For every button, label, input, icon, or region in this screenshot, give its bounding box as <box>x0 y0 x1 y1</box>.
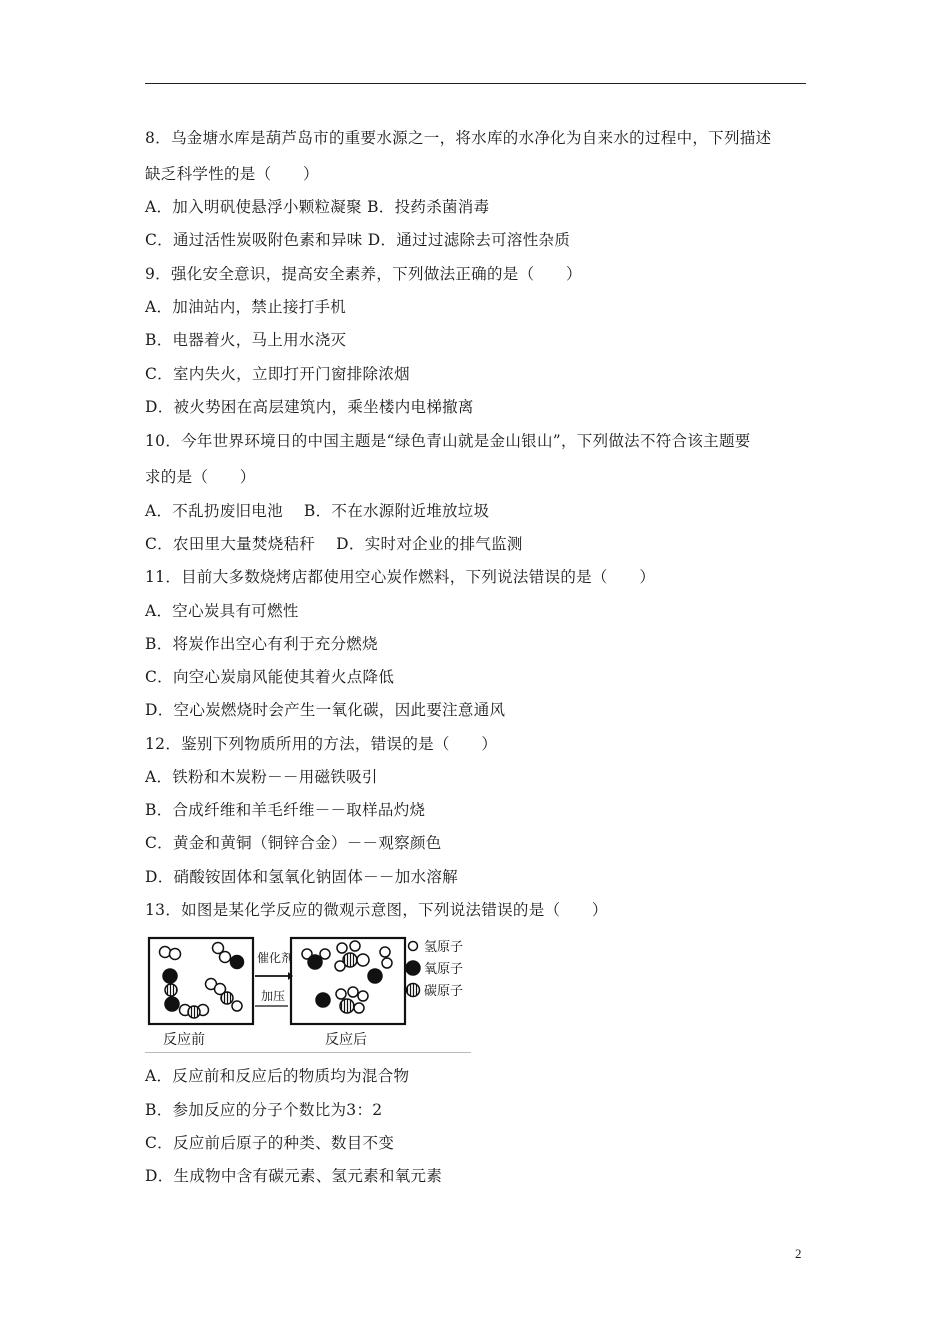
header-rule <box>145 83 806 84</box>
question-8-stem-line-1: 8．乌金塘水库是葫芦岛市的重要水源之一，将水库的水净化为自来水的过程中，下列描述 <box>145 129 772 147</box>
question-10-option-row-2: C．农田里大量焚烧秸秆 D．实时对企业的排气监测 <box>145 535 523 553</box>
question-11-option-b: B．将炭作出空心有利于充分燃烧 <box>145 635 378 653</box>
legend-carbon-label: 碳原子 <box>424 984 464 999</box>
question-9-option-a: A．加油站内，禁止接打手机 <box>145 298 347 316</box>
question-10-stem-line-2: 求的是（ ） <box>145 468 256 486</box>
question-13-option-b: B．参加反应的分子个数比为3：2 <box>145 1101 383 1119</box>
question-9-option-d: D．被火势困在高层建筑内，乘坐楼内电梯撤离 <box>145 398 474 416</box>
question-13-option-c: C．反应前后原子的种类、数目不变 <box>145 1134 395 1152</box>
question-13-stem: 13．如图是某化学反应的微观示意图，下列说法错误的是（ ） <box>145 901 608 919</box>
question-12-option-a: A．铁粉和木炭粉－－用磁铁吸引 <box>145 768 378 786</box>
question-12-option-c: C．黄金和黄铜（铜锌合金）－－观察颜色 <box>145 834 442 852</box>
question-9-option-c: C．室内失火，立即打开门窗排除浓烟 <box>145 365 410 383</box>
question-8-option-row-2: C．通过活性炭吸附色素和异味 D．通过过滤除去可溶性杂质 <box>145 231 571 249</box>
question-12-option-b: B．合成纤维和羊毛纤维－－取样品灼烧 <box>145 801 426 819</box>
carbon-atom <box>188 1006 200 1018</box>
product-molecule <box>336 987 368 1013</box>
catalyst-label: 催化剂 <box>257 951 294 965</box>
hydrogen-molecule <box>206 979 226 995</box>
question-8-stem-line-2: 缺乏科学性的是（ ） <box>145 165 319 183</box>
legend-hydrogen-label: 氢原子 <box>424 940 464 955</box>
question-11-option-c: C．向空心炭扇风能使其着火点降低 <box>145 668 395 686</box>
question-8-option-row-1: A．加入明矾使悬浮小颗粒凝聚 B．投药杀菌消毒 <box>145 198 490 216</box>
question-13-option-a: A．反应前和反应后的物质均为混合物 <box>145 1067 410 1085</box>
legend <box>406 942 420 997</box>
question-12-stem: 12．鉴别下列物质所用的方法，错误的是（ ） <box>145 735 498 753</box>
oxygen-atom <box>368 969 382 983</box>
product-molecule <box>335 941 369 971</box>
question-9-option-b: B．电器着火，马上用水浇灭 <box>145 331 347 349</box>
oxygen-atom <box>231 956 244 969</box>
reaction-diagram <box>145 932 471 1054</box>
figure-separator <box>145 1052 471 1053</box>
question-11-option-d: D．空心炭燃烧时会产生一氧化碳，因此要注意通风 <box>145 701 506 719</box>
after-label: 反应后 <box>325 1032 367 1048</box>
hydrogen-molecule <box>380 947 392 968</box>
question-10-option-row-1: A．不乱扔废旧电池 B．不在水源附近堆放垃圾 <box>145 502 490 520</box>
pressure-label: 加压 <box>261 989 286 1003</box>
carbon-atom-group <box>221 992 242 1011</box>
hydrogen-molecule <box>160 947 181 960</box>
product-molecule <box>302 949 330 969</box>
oxygen-atom <box>316 993 330 1007</box>
question-11-stem: 11．目前大多数烧烤店都使用空心炭作燃料，下列说法错误的是（ ） <box>145 568 656 586</box>
question-12-option-d: D．硝酸铵固体和氢氧化钠固体－－加水溶解 <box>145 868 458 886</box>
legend-oxygen-label: 氧原子 <box>424 962 464 977</box>
question-9-stem: 9．强化安全意识，提高安全素养，下列做法正确的是（ ） <box>145 265 582 283</box>
before-label: 反应前 <box>163 1032 205 1048</box>
question-10-stem-line-1: 10．今年世界环境日的中国主题是“绿色青山就是金山银山”，下列做法不符合该主题要 <box>145 432 751 450</box>
carbon-dioxide-molecule <box>163 969 179 1011</box>
page-number: 2 <box>795 1246 802 1261</box>
hydrogen-molecule <box>213 943 231 963</box>
question-11-option-a: A．空心炭具有可燃性 <box>145 602 299 620</box>
question-13-option-d: D．生成物中含有碳元素、氢元素和氧元素 <box>145 1167 443 1185</box>
